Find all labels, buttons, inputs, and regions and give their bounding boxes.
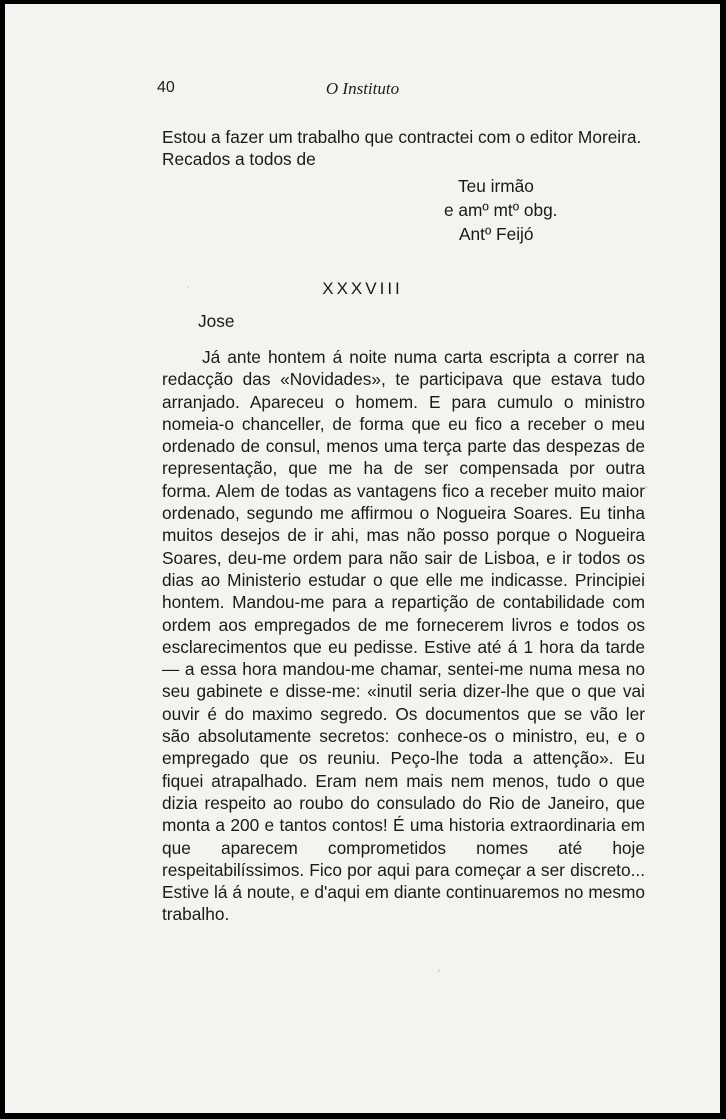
page-number: 40 bbox=[157, 79, 175, 96]
signoff-line: Teu irmão bbox=[458, 176, 534, 196]
signoff-line: e amº mtº obg. bbox=[444, 200, 558, 220]
paper-speck bbox=[645, 486, 648, 488]
signoff-signature: Antº Feijó bbox=[459, 224, 534, 244]
paper-speck bbox=[438, 969, 440, 972]
letter-number-heading: XXXVIII bbox=[322, 279, 403, 298]
signoff-block bbox=[420, 174, 557, 246]
letter-salutation: Jose bbox=[198, 311, 235, 331]
book-page bbox=[5, 4, 720, 1113]
running-title: O Instituto bbox=[325, 79, 400, 98]
continuation-paragraph: Estou a fazer um trabalho que contractei com o editor Moreira. Recados a todos de bbox=[162, 127, 642, 170]
letter-body: Já ante hontem á noite numa carta escripta a correr na redacção das «Novidades», te participava que estava tudo arranjado. Apareceu o homem. E para cumulo o ministro nomeia-o chanceller, de forma que eu fico a receber o meu ordenado de consul, menos uma terça parte das despezas de representação, que me ha de ser compensada por outra forma. Alem de todas as vantagens fico a receber muito maior ordenado, segundo me affirmou o Nogueira Soares. Eu tinha muitos desejos de ir ahi, mas não posso porque o Nogueira Soares, deu-me ordem para não sair de Lisboa, e ir todos os dias ao Ministerio estudar o que elle me indicasse. Principiei hontem. Mandou-me para a repartição de contabilidade com ordem aos empregados de me fornecerem livros e todos os esclarecimentos que eu pedisse. Estive até á 1 hora da tarde — a essa hora mandou-me chamar, sentei-me numa mesa no seu gabinete e disse-me: «inutil seria dizer-lhe que o que vai ouvir é do maximo segredo. Os documentos que se vão ler são absolutamente secretos: conhece-os o ministro, eu, e o empregado que os reuniu. Peço-lhe toda a attenção». Eu fiquei atrapalhado. Eram nem mais nem menos, tudo o que dizia respeito ao roubo do consulado do Rio de Janeiro, que monta a 200 e tantos contos! É uma historia extraordinaria em que aparecem comprometidos nomes até hoje respeitabilíssimos. Fico por aqui para começar a ser discreto... Estive lá á noute, e d'aqui em diante continuaremos no mesmo trabalho. bbox=[162, 347, 645, 925]
paper-speck bbox=[187, 286, 189, 288]
